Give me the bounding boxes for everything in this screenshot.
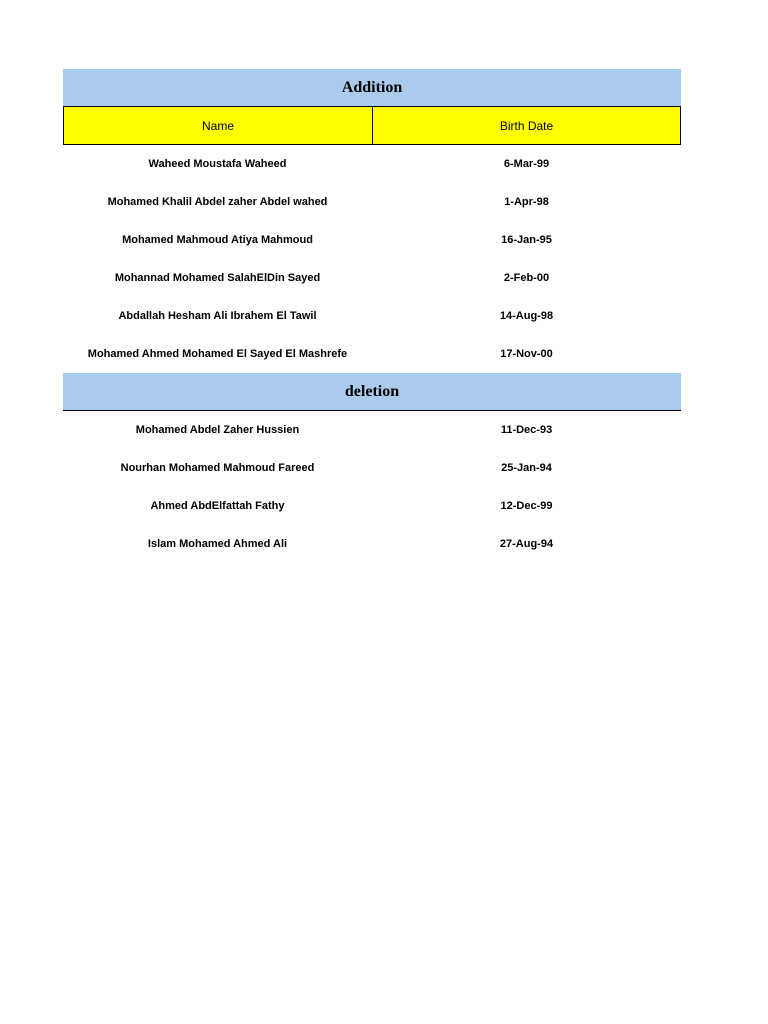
table-row bbox=[63, 525, 681, 563]
name-cell: Mohamed Khalil Abdel zaher Abdel wahed bbox=[107, 196, 328, 208]
name-cell: Ahmed AbdElfattah Fathy bbox=[150, 500, 285, 512]
table-row bbox=[63, 487, 681, 525]
name-cell: Mohannad Mohamed SalahElDin Sayed bbox=[114, 272, 321, 284]
addition-section-title: Addition bbox=[63, 69, 681, 107]
birth-date-cell: 6-Mar-99 bbox=[503, 158, 550, 170]
name-cell: Mohamed Ahmed Mohamed El Sayed El Mashrefe bbox=[87, 348, 348, 360]
table-row bbox=[63, 449, 681, 487]
column-header-row bbox=[63, 107, 681, 145]
name-cell: Islam Mohamed Ahmed Ali bbox=[147, 538, 288, 550]
table-row bbox=[63, 411, 681, 449]
table-row bbox=[63, 221, 681, 259]
deletion-section-title: deletion bbox=[63, 373, 681, 411]
deletion-rows bbox=[63, 411, 681, 563]
birth-date-cell: 14-Aug-98 bbox=[499, 310, 554, 322]
name-cell: Mohamed Mahmoud Atiya Mahmoud bbox=[122, 234, 313, 246]
table-row bbox=[63, 183, 681, 221]
table-row bbox=[63, 145, 681, 183]
birth-date-cell: 27-Aug-94 bbox=[499, 538, 554, 550]
name-column-header: Name bbox=[64, 107, 373, 144]
addition-rows bbox=[63, 145, 681, 373]
table-row bbox=[63, 259, 681, 297]
birth-date-column-header: Birth Date bbox=[499, 118, 554, 133]
name-cell: Waheed Moustafa Waheed bbox=[148, 158, 287, 170]
birth-date-cell: 1-Apr-98 bbox=[504, 196, 549, 208]
table-row bbox=[63, 297, 681, 335]
birth-date-cell: 11-Dec-93 bbox=[500, 424, 553, 436]
birth-date-cell: 25-Jan-94 bbox=[501, 462, 552, 474]
spreadsheet-table bbox=[63, 69, 681, 563]
birth-date-cell: 12-Dec-99 bbox=[500, 500, 553, 512]
birth-date-cell: 17-Nov-00 bbox=[500, 348, 553, 360]
name-cell: Nourhan Mohamed Mahmoud Fareed bbox=[120, 462, 315, 474]
name-cell: Mohamed Abdel Zaher Hussien bbox=[135, 424, 300, 436]
birth-date-cell: 16-Jan-95 bbox=[501, 234, 552, 246]
birth-date-cell: 2-Feb-00 bbox=[503, 272, 550, 284]
name-cell: Abdallah Hesham Ali Ibrahem El Tawil bbox=[118, 310, 317, 322]
table-row bbox=[63, 335, 681, 373]
